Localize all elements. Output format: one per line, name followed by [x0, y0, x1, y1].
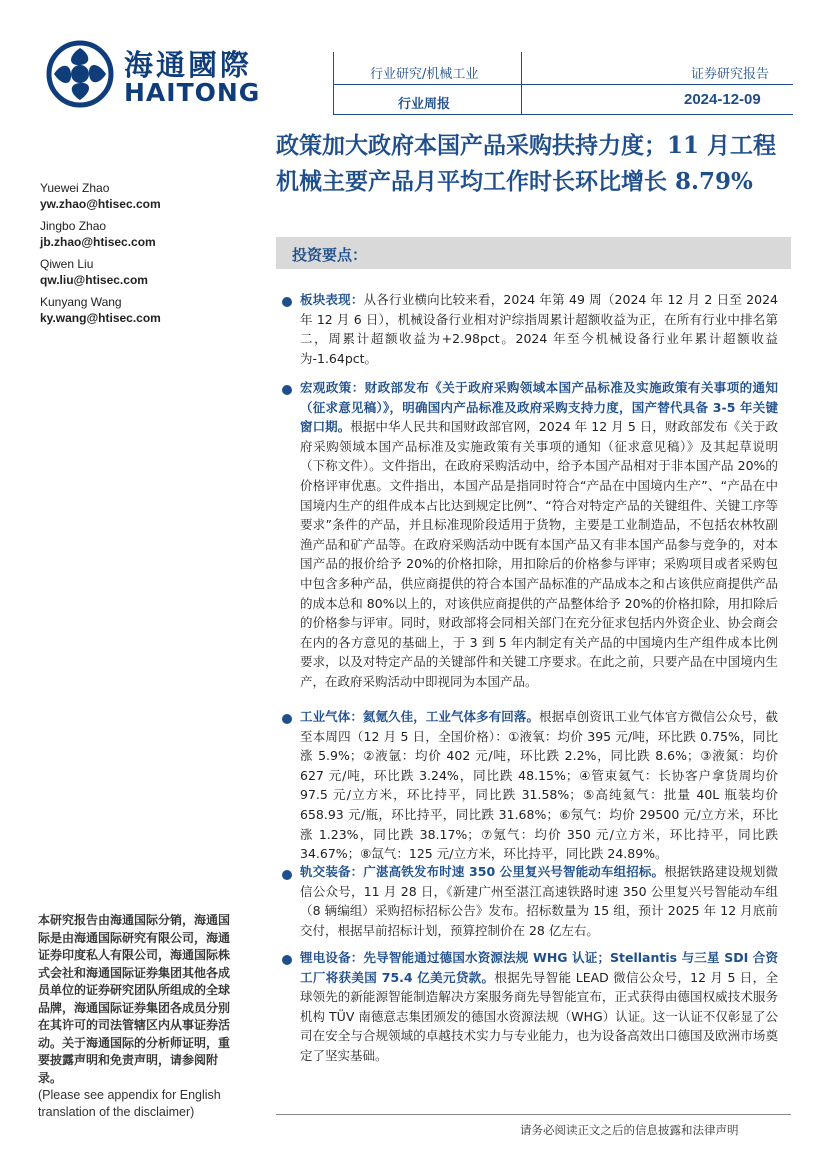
report-label: 证券研究报告 [691, 67, 770, 82]
analyst-3 [40, 256, 148, 288]
footer-rule [276, 1114, 791, 1115]
point-body: 根据铁路建设规划微信公众号，11 月 28 日，《新建广州至湛江高速铁路时速 350 公里复兴号智能动车组（8 辆编组）采购招标招标公告》发布。招标数量为 15 组，预计 2025 年 12 月底前交付，根据早前招标计划，预算控制价在 28 亿左右。 [300, 864, 778, 938]
point-rail-equipment [300, 862, 778, 940]
point-sector-performance [300, 290, 778, 368]
footer-notice: 请务必阅读正文之后的信息披露和法律声明 [520, 1123, 739, 1137]
industry-category: 行业研究/机械工业 [370, 67, 479, 82]
point-heading: 锂电设备：先导智能通过德国水资源法规 WHG 认证；Stellantis 与三星 SDI 合资工厂将获美国 75.4 亿美元贷款。 [300, 950, 778, 985]
header-divider-left [333, 52, 334, 114]
point-heading: 宏观政策：财政部发布《关于政府采购领域本国产品标准及实施政策有关事项的通知（征求意见稿）》，明确国内产品标准及政府采购支持力度，国产替代具备 3-5 年关键窗口期。 [300, 380, 778, 435]
point-macro-policy [300, 378, 778, 692]
bullet-icon [282, 297, 292, 307]
bullet-icon [282, 714, 292, 724]
disclaimer-english: (Please see appendix for English translation of the disclaimer) [38, 1088, 221, 1119]
haitong-logo-icon [46, 40, 114, 108]
analyst-email: yw.zhao@htisec.com [40, 197, 161, 211]
analyst-name: Yuewei Zhao [40, 181, 110, 195]
bullet-icon [282, 870, 292, 880]
point-body: 根据中华人民共和国财政部官网，2024 年 12 月 5 日，财政部发布《关于政府采购领域本国产品标准及实施政策有关事项的通知（征求意见稿）》及其起草说明（下称文件）。文件指出，在政府采购活动中，给予本国产品相对于非本国产品 20%的价格评审优惠。文件指出，本国产品是指同时符合“产品在中国境内生产”、“产品在中国境内生产的组件成本占比达到规定比例”、“符合对特定产品的关键组件、关键工序等要求”条件的产品，并且标准现阶段适用于货物，主要是工业制造品，不包括农林牧副渔产品和矿产品等。在政府采购活动中既有本国产品又有非本国产品参与竞争的，对本国产品的报价给予 20%的价格扣除，用扣除后的价格参与评审；采购项目或者采购包中包含多种产品，供应商提供的符合本国产品标准的产品成本之和占该供应商提供产品的成本总和 80%以上的，对该供应商提供的产品整体给予 20%的价格扣除，用扣除后的价格参与评审。同时，财政部将会同相关部门在充分征求包括内外资企业、协会商会在内的各方意见的基础上，于 3 到 5 年内制定有关产品的中国境内生产组件成本比例要求，以及对特定产品的关键部件和关键工序要求。在此之前，只要产品在中国境内生产，在政府采购活动中即视同为本国产品。 [300, 419, 778, 689]
header-rule-middle [333, 84, 793, 85]
bullet-icon [282, 385, 292, 395]
point-body: 根据卓创资讯工业气体官方微信公众号，截至本周四（12 月 5 日，全国价格）：①液氧：均价 395 元/吨，环比跌 0.75%，同比涨 5.9%；②液氩：均价 402 元/吨，环比跌 2.2%，同比跌 8.6%；③液氮：均价 627 元/吨，环比跌 3.24%，同比跌 48.15%；④管束氦气：长协客户拿货周均价 97.5 元/立方米，环比持平，同比跌 31.58%；⑤高纯氦气：批量 40L 瓶装均价 658.93 元/瓶，环比持平，同比跌 31.68%；⑥氖气：均价 29500 元/立方米，环比涨 1.23%，同比跌 38.17%；⑦氪气：均价 350 元/立方米，环比持平，同比跌 34.67%；⑧氙气：125 元/立方米，环比持平，同比跌 24.89%。 [300, 709, 778, 862]
analyst-1 [40, 180, 161, 212]
report-title: 政策加大政府本国产品采购扶持力度；11 月工程机械主要产品月平均工作时长环比增长 8.79% [276, 132, 777, 195]
bullet-icon [282, 955, 292, 965]
report-date: 2024-12-09 [684, 91, 761, 108]
point-lithium-equipment [300, 948, 778, 1066]
disclaimer-chinese: 本研究报告由海通国际分销，海通国际是由海通国际研究有限公司，海通证券印度私人有限公司，海通国际株式会社和海通国际证券集团其他各成员单位的证券研究团队所组成的全球品牌，海通国际证券集团各成员分别在其许可的司法管辖区内从事证券活动。关于海通国际的分析师证明，重要披露声明和免责声明，请参阅附录。 [38, 913, 231, 1085]
analyst-2 [40, 218, 156, 250]
analyst-email: jb.zhao@htisec.com [40, 235, 156, 249]
logo-english-text: HAITONG [124, 78, 261, 107]
analyst-4 [40, 294, 161, 326]
header-divider-right [521, 52, 522, 114]
point-heading: 轨交装备：广湛高铁发布时速 350 公里复兴号智能动车组招标。 [300, 864, 665, 879]
logo-chinese-text: 海通國際 [124, 48, 253, 82]
analyst-email: qw.liu@htisec.com [40, 273, 148, 287]
analyst-name: Kunyang Wang [40, 295, 122, 309]
header-rule-bottom [333, 114, 793, 115]
point-heading: 板块表现： [300, 292, 364, 307]
point-body: 从各行业横向比较来看，2024 年第 49 周（2024 年 12 月 2 日至 2024 年 12 月 6 日），机械设备行业相对沪综指周累计超额收益为正，在所有行业中排名第二，周累计超额收益为+2.98pct。2024 年至今机械设备行业年累计超额收益为-1.64pct。 [300, 292, 778, 366]
key-points-label: 投资要点： [292, 246, 368, 264]
analyst-email: ky.wang@htisec.com [40, 311, 161, 325]
analyst-name: Qiwen Liu [40, 257, 94, 271]
disclaimer [38, 912, 238, 1121]
report-type: 行业周报 [398, 97, 451, 112]
point-body: 根据先导智能 LEAD 微信公众号，12 月 5 日，全球领先的新能源智能制造解决方案服务商先导智能宣布，正式获得由德国权威技术服务机构 TÜV 南德意志集团颁发的德国水资源法规（WHG）认证。这一认证不仅彰显了公司在安全与合规领域的卓越技术实力与专业能力，也为设备高效出口德国及欧洲市场奠定了坚实基础。 [300, 969, 778, 1063]
point-heading: 工业气体：氦氪久佳，工业气体多有回落。 [300, 709, 540, 724]
analyst-name: Jingbo Zhao [40, 219, 107, 233]
point-industrial-gas [300, 707, 778, 864]
